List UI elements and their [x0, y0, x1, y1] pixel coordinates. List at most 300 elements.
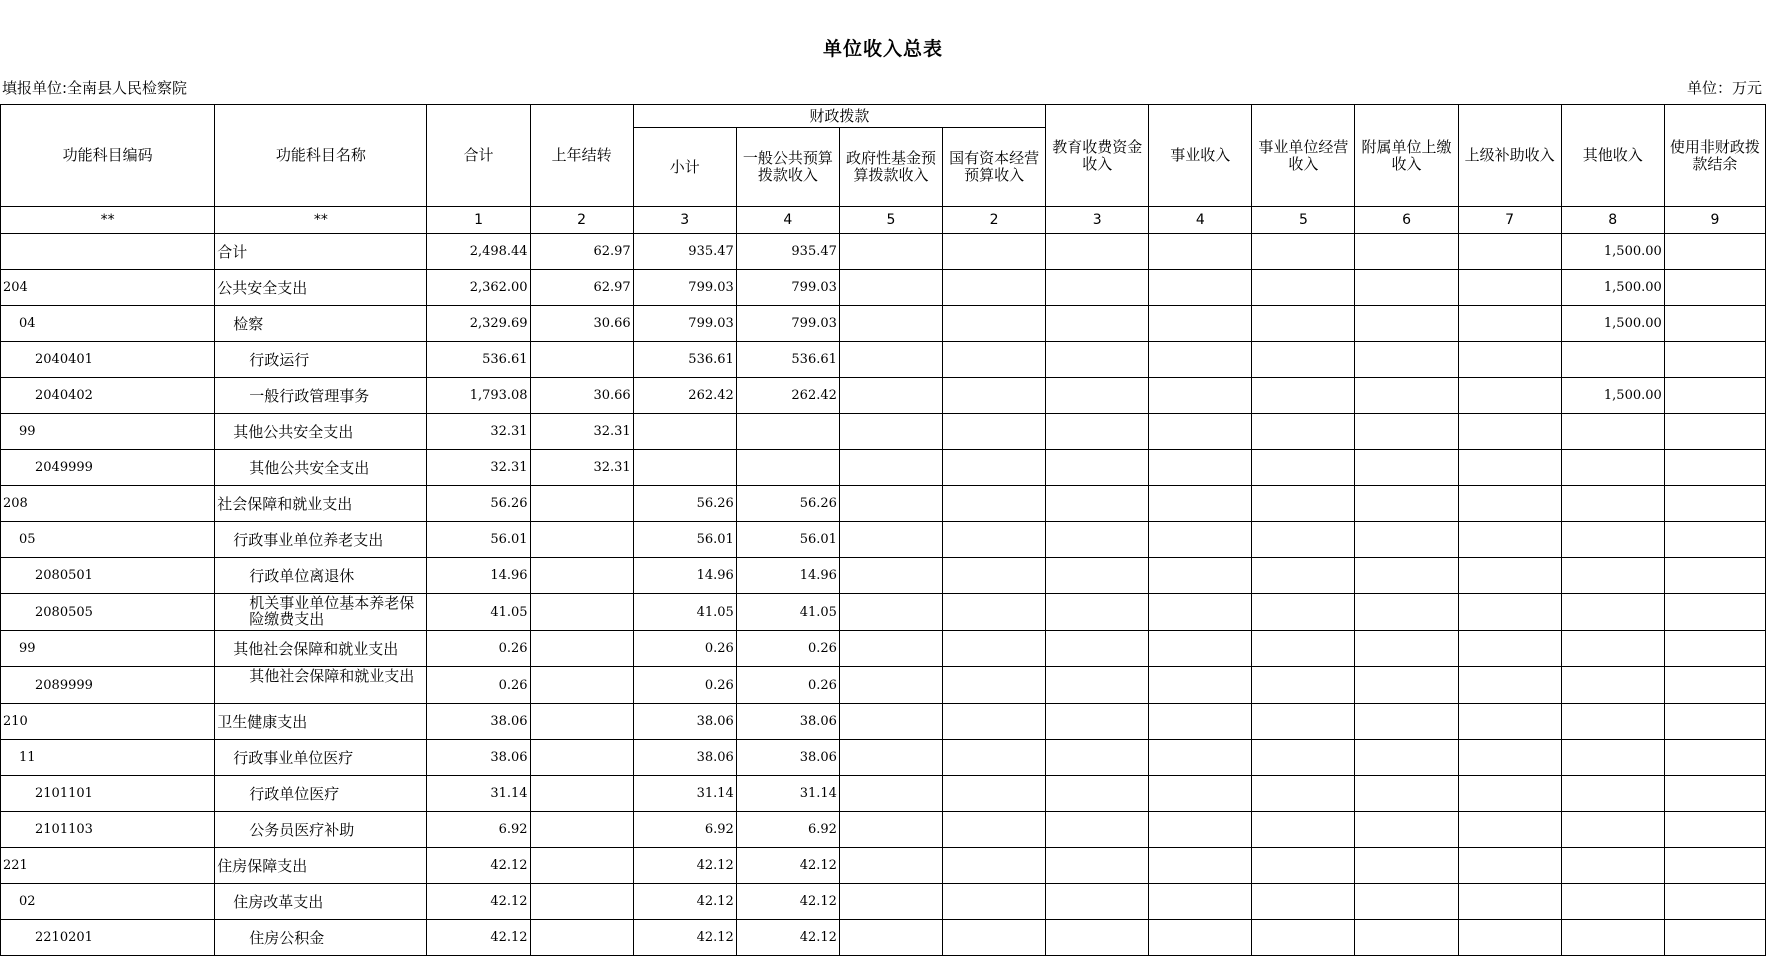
- table-row: [1, 486, 1766, 522]
- other-amount-cell: [1561, 522, 1664, 558]
- carryover-amount-cell: 30.66: [530, 378, 633, 414]
- empty-amount-cell: [1664, 234, 1765, 270]
- function-code-cell: 204: [1, 270, 215, 306]
- empty-amount-cell: [1458, 884, 1561, 920]
- empty-amount-cell: [1046, 704, 1149, 740]
- empty-amount-cell: [839, 631, 942, 667]
- carryover-amount-cell: [530, 812, 633, 848]
- empty-amount-cell: [839, 776, 942, 812]
- table-row: [1, 776, 1766, 812]
- empty-amount-cell: [1046, 270, 1149, 306]
- empty-amount-cell: [1355, 270, 1458, 306]
- empty-amount-cell: [1458, 342, 1561, 378]
- general-amount-cell: 0.26: [736, 667, 839, 704]
- other-amount-cell: [1561, 776, 1664, 812]
- empty-amount-cell: [1046, 848, 1149, 884]
- empty-amount-cell: [839, 270, 942, 306]
- empty-amount-cell: [1355, 884, 1458, 920]
- other-amount-cell: [1561, 631, 1664, 667]
- empty-amount-cell: [1664, 270, 1765, 306]
- header-fiscal-group: 财政拨款: [633, 105, 1045, 128]
- income-summary-table: [0, 104, 1766, 956]
- header-operating-income: 事业单位经营收入: [1252, 105, 1355, 207]
- empty-amount-cell: [1149, 522, 1252, 558]
- empty-amount-cell: [1149, 920, 1252, 956]
- empty-amount-cell: [1664, 378, 1765, 414]
- header-business-income: 事业收入: [1149, 105, 1252, 207]
- other-amount-cell: [1561, 740, 1664, 776]
- report-title: 单位收入总表: [822, 38, 943, 60]
- header-total: 合计: [427, 105, 530, 207]
- empty-amount-cell: [1252, 667, 1355, 704]
- total-amount-cell: 536.61: [427, 342, 530, 378]
- empty-amount-cell: [1355, 558, 1458, 594]
- subtotal-amount-cell: 799.03: [633, 270, 736, 306]
- total-amount-cell: 31.14: [427, 776, 530, 812]
- empty-amount-cell: [839, 848, 942, 884]
- table-row: [1, 667, 1766, 704]
- subtotal-amount-cell: 56.01: [633, 522, 736, 558]
- empty-amount-cell: [943, 848, 1046, 884]
- empty-amount-cell: [1252, 270, 1355, 306]
- empty-amount-cell: [839, 306, 942, 342]
- function-name-cell: 卫生健康支出: [215, 704, 427, 740]
- header-education-fee: 教育收费资金收入: [1046, 105, 1149, 207]
- column-index-cell: 4: [736, 207, 839, 234]
- header-general-budget: 一般公共预算拨款收入: [736, 128, 839, 207]
- carryover-amount-cell: [530, 848, 633, 884]
- empty-amount-cell: [943, 450, 1046, 486]
- total-amount-cell: 56.01: [427, 522, 530, 558]
- general-amount-cell: 935.47: [736, 234, 839, 270]
- other-amount-cell: [1561, 812, 1664, 848]
- empty-amount-cell: [1458, 486, 1561, 522]
- empty-amount-cell: [1046, 920, 1149, 956]
- function-name-cell: 合计: [215, 234, 427, 270]
- function-name-cell: 住房改革支出: [215, 884, 427, 920]
- empty-amount-cell: [1252, 594, 1355, 631]
- empty-amount-cell: [1046, 342, 1149, 378]
- empty-amount-cell: [1046, 740, 1149, 776]
- subtotal-amount-cell: 262.42: [633, 378, 736, 414]
- empty-amount-cell: [1046, 234, 1149, 270]
- empty-amount-cell: [1252, 848, 1355, 884]
- empty-amount-cell: [943, 776, 1046, 812]
- carryover-amount-cell: [530, 704, 633, 740]
- total-amount-cell: 2,362.00: [427, 270, 530, 306]
- total-amount-cell: 6.92: [427, 812, 530, 848]
- empty-amount-cell: [1252, 414, 1355, 450]
- empty-amount-cell: [1355, 306, 1458, 342]
- empty-amount-cell: [1149, 558, 1252, 594]
- function-name-cell: 社会保障和就业支出: [215, 486, 427, 522]
- table-row: [1, 558, 1766, 594]
- total-amount-cell: 2,498.44: [427, 234, 530, 270]
- empty-amount-cell: [1664, 486, 1765, 522]
- subtotal-amount-cell: 42.12: [633, 920, 736, 956]
- column-index-cell: 8: [1561, 207, 1664, 234]
- empty-amount-cell: [1664, 812, 1765, 848]
- empty-amount-cell: [1458, 414, 1561, 450]
- empty-amount-cell: [943, 594, 1046, 631]
- empty-amount-cell: [1355, 631, 1458, 667]
- empty-amount-cell: [1149, 776, 1252, 812]
- empty-amount-cell: [1355, 812, 1458, 848]
- function-name-cell: 一般行政管理事务: [215, 378, 427, 414]
- empty-amount-cell: [1458, 522, 1561, 558]
- column-index-cell: 7: [1458, 207, 1561, 234]
- function-code-cell: 05: [1, 522, 215, 558]
- empty-amount-cell: [1355, 776, 1458, 812]
- empty-amount-cell: [1664, 884, 1765, 920]
- general-amount-cell: 42.12: [736, 920, 839, 956]
- empty-amount-cell: [839, 450, 942, 486]
- empty-amount-cell: [1149, 486, 1252, 522]
- subtotal-amount-cell: 56.26: [633, 486, 736, 522]
- function-code-cell: 210: [1, 704, 215, 740]
- table-row: [1, 270, 1766, 306]
- table-row: [1, 414, 1766, 450]
- carryover-amount-cell: [530, 667, 633, 704]
- empty-amount-cell: [839, 342, 942, 378]
- total-amount-cell: 32.31: [427, 450, 530, 486]
- empty-amount-cell: [1458, 740, 1561, 776]
- column-index-cell: 2: [943, 207, 1046, 234]
- header-subtotal: 小计: [633, 128, 736, 207]
- subtotal-amount-cell: 42.12: [633, 848, 736, 884]
- general-amount-cell: [736, 450, 839, 486]
- total-amount-cell: 56.26: [427, 486, 530, 522]
- empty-amount-cell: [839, 740, 942, 776]
- carryover-amount-cell: 30.66: [530, 306, 633, 342]
- total-amount-cell: 0.26: [427, 631, 530, 667]
- empty-amount-cell: [1664, 920, 1765, 956]
- header-non-fiscal-balance: 使用非财政拨款结余: [1664, 105, 1765, 207]
- empty-amount-cell: [839, 884, 942, 920]
- function-code-cell: 11: [1, 740, 215, 776]
- other-amount-cell: 1,500.00: [1561, 378, 1664, 414]
- table-row: [1, 884, 1766, 920]
- function-code-cell: 2210201: [1, 920, 215, 956]
- header-superior-subsidy: 上级补助收入: [1458, 105, 1561, 207]
- fill-unit-label: 填报单位:全南县人民检察院: [2, 79, 188, 97]
- empty-amount-cell: [1046, 631, 1149, 667]
- other-amount-cell: [1561, 342, 1664, 378]
- general-amount-cell: 262.42: [736, 378, 839, 414]
- empty-amount-cell: [839, 920, 942, 956]
- function-name-cell: 住房公积金: [215, 920, 427, 956]
- total-amount-cell: 42.12: [427, 920, 530, 956]
- empty-amount-cell: [1046, 558, 1149, 594]
- empty-amount-cell: [1458, 776, 1561, 812]
- empty-amount-cell: [1046, 378, 1149, 414]
- column-index-cell: 6: [1355, 207, 1458, 234]
- empty-amount-cell: [1252, 450, 1355, 486]
- empty-amount-cell: [839, 594, 942, 631]
- function-code-cell: 208: [1, 486, 215, 522]
- empty-amount-cell: [1458, 704, 1561, 740]
- total-amount-cell: 2,329.69: [427, 306, 530, 342]
- empty-amount-cell: [1046, 306, 1149, 342]
- other-amount-cell: [1561, 920, 1664, 956]
- function-name-cell: 行政单位医疗: [215, 776, 427, 812]
- empty-amount-cell: [1252, 704, 1355, 740]
- column-index-cell: 3: [1046, 207, 1149, 234]
- subtotal-amount-cell: 6.92: [633, 812, 736, 848]
- carryover-amount-cell: [530, 631, 633, 667]
- empty-amount-cell: [1252, 920, 1355, 956]
- empty-amount-cell: [943, 234, 1046, 270]
- table-row: [1, 306, 1766, 342]
- total-amount-cell: 42.12: [427, 884, 530, 920]
- empty-amount-cell: [1149, 704, 1252, 740]
- function-code-cell: 2089999: [1, 667, 215, 704]
- empty-amount-cell: [1149, 594, 1252, 631]
- empty-amount-cell: [1458, 594, 1561, 631]
- subtotal-amount-cell: [633, 414, 736, 450]
- subtotal-amount-cell: 0.26: [633, 667, 736, 704]
- function-name-cell: 行政单位离退休: [215, 558, 427, 594]
- general-amount-cell: 56.01: [736, 522, 839, 558]
- empty-amount-cell: [1458, 234, 1561, 270]
- empty-amount-cell: [943, 306, 1046, 342]
- function-name-cell: 其他公共安全支出: [215, 450, 427, 486]
- empty-amount-cell: [943, 740, 1046, 776]
- function-code-cell: 99: [1, 631, 215, 667]
- empty-amount-cell: [1149, 414, 1252, 450]
- empty-amount-cell: [1355, 234, 1458, 270]
- header-affiliate-income: 附属单位上缴收入: [1355, 105, 1458, 207]
- empty-amount-cell: [943, 486, 1046, 522]
- column-index-cell: **: [215, 207, 427, 234]
- empty-amount-cell: [839, 486, 942, 522]
- column-index-cell: 3: [633, 207, 736, 234]
- currency-unit-label: 单位：万元: [1686, 79, 1762, 97]
- subtotal-amount-cell: 41.05: [633, 594, 736, 631]
- other-amount-cell: [1561, 667, 1664, 704]
- general-amount-cell: 56.26: [736, 486, 839, 522]
- empty-amount-cell: [1252, 884, 1355, 920]
- header-code: 功能科目编码: [1, 105, 215, 207]
- header-other-income: 其他收入: [1561, 105, 1664, 207]
- function-code-cell: 2049999: [1, 450, 215, 486]
- empty-amount-cell: [1046, 884, 1149, 920]
- empty-amount-cell: [839, 522, 942, 558]
- subtotal-amount-cell: 935.47: [633, 234, 736, 270]
- empty-amount-cell: [1664, 558, 1765, 594]
- empty-amount-cell: [1355, 342, 1458, 378]
- function-code-cell: 2101103: [1, 812, 215, 848]
- empty-amount-cell: [839, 234, 942, 270]
- empty-amount-cell: [1252, 234, 1355, 270]
- empty-amount-cell: [1252, 378, 1355, 414]
- empty-amount-cell: [1252, 306, 1355, 342]
- table-row: [1, 234, 1766, 270]
- function-name-cell: 机关事业单位基本养老保险缴费支出: [215, 594, 427, 631]
- subtotal-amount-cell: 31.14: [633, 776, 736, 812]
- other-amount-cell: [1561, 486, 1664, 522]
- other-amount-cell: [1561, 450, 1664, 486]
- total-amount-cell: 32.31: [427, 414, 530, 450]
- column-index-cell: 5: [1252, 207, 1355, 234]
- function-code-cell: 99: [1, 414, 215, 450]
- table-row: [1, 848, 1766, 884]
- empty-amount-cell: [1046, 812, 1149, 848]
- empty-amount-cell: [1355, 920, 1458, 956]
- empty-amount-cell: [1252, 558, 1355, 594]
- table-row: [1, 740, 1766, 776]
- empty-amount-cell: [1149, 740, 1252, 776]
- empty-amount-cell: [1252, 740, 1355, 776]
- carryover-amount-cell: [530, 920, 633, 956]
- table-row: [1, 594, 1766, 631]
- empty-amount-cell: [1046, 414, 1149, 450]
- empty-amount-cell: [943, 414, 1046, 450]
- other-amount-cell: 1,500.00: [1561, 234, 1664, 270]
- other-amount-cell: [1561, 884, 1664, 920]
- other-amount-cell: [1561, 414, 1664, 450]
- function-name-cell: 行政事业单位养老支出: [215, 522, 427, 558]
- empty-amount-cell: [1046, 776, 1149, 812]
- function-name-cell: 其他社会保障和就业支出: [215, 667, 427, 704]
- column-index-cell: 5: [839, 207, 942, 234]
- table-row: [1, 450, 1766, 486]
- empty-amount-cell: [1355, 740, 1458, 776]
- column-index-cell: 1: [427, 207, 530, 234]
- empty-amount-cell: [943, 704, 1046, 740]
- empty-amount-cell: [1355, 414, 1458, 450]
- empty-amount-cell: [1458, 270, 1561, 306]
- total-amount-cell: 38.06: [427, 704, 530, 740]
- subtotal-amount-cell: 42.12: [633, 884, 736, 920]
- empty-amount-cell: [1355, 594, 1458, 631]
- empty-amount-cell: [1355, 704, 1458, 740]
- function-code-cell: [1, 234, 215, 270]
- total-amount-cell: 14.96: [427, 558, 530, 594]
- total-amount-cell: 41.05: [427, 594, 530, 631]
- empty-amount-cell: [1149, 884, 1252, 920]
- empty-amount-cell: [1664, 848, 1765, 884]
- carryover-amount-cell: [530, 342, 633, 378]
- empty-amount-cell: [1149, 306, 1252, 342]
- carryover-amount-cell: [530, 486, 633, 522]
- function-code-cell: 02: [1, 884, 215, 920]
- empty-amount-cell: [1664, 631, 1765, 667]
- empty-amount-cell: [1252, 812, 1355, 848]
- function-code-cell: 2040401: [1, 342, 215, 378]
- empty-amount-cell: [1046, 450, 1149, 486]
- empty-amount-cell: [943, 378, 1046, 414]
- empty-amount-cell: [1252, 342, 1355, 378]
- empty-amount-cell: [1664, 306, 1765, 342]
- table-row: [1, 631, 1766, 667]
- function-name-cell: 行政事业单位医疗: [215, 740, 427, 776]
- subtotal-amount-cell: 38.06: [633, 704, 736, 740]
- function-name-cell: 检察: [215, 306, 427, 342]
- general-amount-cell: 536.61: [736, 342, 839, 378]
- function-name-cell: 其他公共安全支出: [215, 414, 427, 450]
- other-amount-cell: 1,500.00: [1561, 306, 1664, 342]
- subtotal-amount-cell: 799.03: [633, 306, 736, 342]
- function-code-cell: 2080505: [1, 594, 215, 631]
- table-row: [1, 704, 1766, 740]
- carryover-amount-cell: [530, 776, 633, 812]
- function-name-cell: 行政运行: [215, 342, 427, 378]
- total-amount-cell: 0.26: [427, 667, 530, 704]
- empty-amount-cell: [1664, 776, 1765, 812]
- empty-amount-cell: [943, 631, 1046, 667]
- table-row: [1, 920, 1766, 956]
- column-index-cell: 2: [530, 207, 633, 234]
- empty-amount-cell: [1664, 594, 1765, 631]
- table-row: [1, 342, 1766, 378]
- empty-amount-cell: [1664, 450, 1765, 486]
- empty-amount-cell: [1149, 667, 1252, 704]
- function-name-cell: 公务员医疗补助: [215, 812, 427, 848]
- empty-amount-cell: [1149, 848, 1252, 884]
- general-amount-cell: 799.03: [736, 270, 839, 306]
- empty-amount-cell: [1458, 848, 1561, 884]
- general-amount-cell: 799.03: [736, 306, 839, 342]
- general-amount-cell: 38.06: [736, 704, 839, 740]
- subtotal-amount-cell: 0.26: [633, 631, 736, 667]
- empty-amount-cell: [1149, 812, 1252, 848]
- header-state-capital: 国有资本经营预算收入: [943, 128, 1046, 207]
- function-code-cell: 221: [1, 848, 215, 884]
- header-name: 功能科目名称: [215, 105, 427, 207]
- empty-amount-cell: [1355, 486, 1458, 522]
- empty-amount-cell: [1252, 631, 1355, 667]
- empty-amount-cell: [839, 812, 942, 848]
- empty-amount-cell: [839, 667, 942, 704]
- empty-amount-cell: [839, 558, 942, 594]
- empty-amount-cell: [1458, 558, 1561, 594]
- column-index-cell: 9: [1664, 207, 1765, 234]
- empty-amount-cell: [1252, 776, 1355, 812]
- empty-amount-cell: [1046, 667, 1149, 704]
- empty-amount-cell: [1458, 920, 1561, 956]
- carryover-amount-cell: [530, 740, 633, 776]
- empty-amount-cell: [1664, 704, 1765, 740]
- empty-amount-cell: [1458, 378, 1561, 414]
- general-amount-cell: 42.12: [736, 848, 839, 884]
- function-code-cell: 2101101: [1, 776, 215, 812]
- function-code-cell: 2080501: [1, 558, 215, 594]
- function-name-cell: 公共安全支出: [215, 270, 427, 306]
- empty-amount-cell: [1149, 270, 1252, 306]
- empty-amount-cell: [943, 522, 1046, 558]
- table-row: [1, 812, 1766, 848]
- carryover-amount-cell: 32.31: [530, 450, 633, 486]
- general-amount-cell: 38.06: [736, 740, 839, 776]
- carryover-amount-cell: [530, 522, 633, 558]
- empty-amount-cell: [1355, 450, 1458, 486]
- empty-amount-cell: [1458, 306, 1561, 342]
- function-name-cell: 住房保障支出: [215, 848, 427, 884]
- empty-amount-cell: [1355, 848, 1458, 884]
- function-name-cell: 其他社会保障和就业支出: [215, 631, 427, 667]
- empty-amount-cell: [1458, 450, 1561, 486]
- empty-amount-cell: [1149, 378, 1252, 414]
- carryover-amount-cell: 62.97: [530, 270, 633, 306]
- total-amount-cell: 1,793.08: [427, 378, 530, 414]
- header-carryover: 上年结转: [530, 105, 633, 207]
- subtotal-amount-cell: 14.96: [633, 558, 736, 594]
- empty-amount-cell: [1149, 342, 1252, 378]
- empty-amount-cell: [1149, 631, 1252, 667]
- general-amount-cell: 41.05: [736, 594, 839, 631]
- empty-amount-cell: [1458, 667, 1561, 704]
